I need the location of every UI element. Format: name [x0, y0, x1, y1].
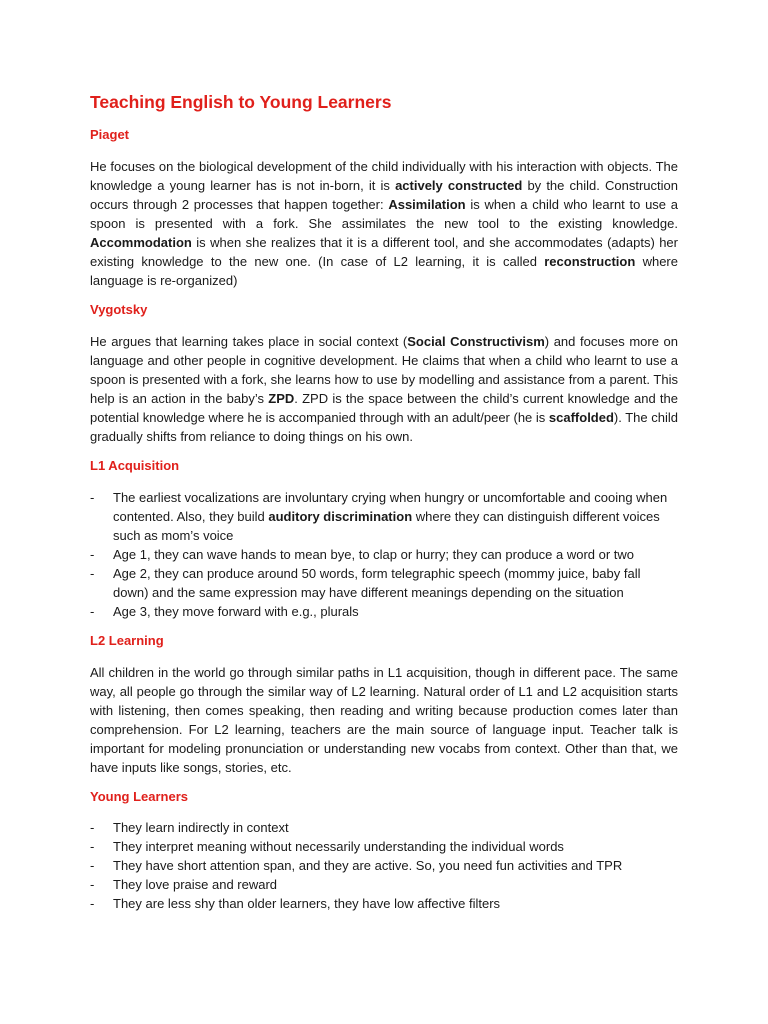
list-item	[90, 564, 678, 602]
text-run: . ZPD is the space between the child’s current knowledge and the potential knowledge where he is accompanied through with an adult/peer (he is	[90, 390, 679, 425]
text-run: ). The child gradually shifts from reliance to doing things on his own.	[90, 409, 678, 444]
bold-term: scaffolded	[548, 409, 614, 425]
section-l1-acquisition	[90, 458, 678, 621]
text-run: by the child. Construction occurs through 2 processes that happen together:	[90, 177, 679, 212]
text-run: He argues that learning takes place in social context (	[90, 333, 408, 349]
bold-term: Accommodation	[90, 234, 192, 250]
text-run: Age 2, they can produce around 50 words, form telegraphic speech (mommy juice, baby fall down) and the same expression may have different meanings depending on the situation	[113, 565, 641, 600]
list-item	[90, 818, 678, 837]
text-run: Age 3, they move forward with e.g., plurals	[113, 603, 359, 619]
list-item	[90, 837, 678, 856]
bold-term: Assimilation	[388, 196, 466, 212]
text-run: Age 1, they can wave hands to mean bye, to clap or hurry; they can produce a word or two	[113, 546, 635, 562]
list-item	[90, 602, 678, 621]
section-heading: L2 Learning	[90, 632, 164, 648]
text-run: ) and focuses more on language and other people in cognitive development. He claims that when a child who learnt to use a spoon is presented with a fork, she learns how to use by modelling and assistance from a parent. This help is an action in the baby’s	[90, 333, 678, 406]
section-young-learners	[90, 789, 678, 914]
bold-term: auditory discrimination	[268, 508, 413, 524]
list-item	[90, 856, 678, 875]
bold-term: reconstruction	[544, 253, 636, 269]
section-l2-learning	[90, 633, 678, 777]
text-run: where language is re-organized)	[90, 253, 678, 288]
section-paragraph	[90, 663, 678, 777]
document-title: Teaching English to Young Learners	[90, 92, 392, 112]
text-run: The earliest vocalizations are involuntary crying when hungry or uncomfortable and cooing when contented. Also, they build	[113, 489, 668, 524]
bullet-list	[90, 488, 678, 621]
section-vygotsky	[90, 302, 678, 446]
bold-term: Social Constructivism	[407, 333, 545, 349]
bullet-list	[90, 818, 678, 913]
text-run: They are less shy than older learners, they have low affective filters	[113, 896, 501, 912]
text-run: They love praise and reward	[113, 877, 278, 893]
section-piaget	[90, 127, 678, 290]
bold-term: ZPD	[268, 390, 295, 406]
list-item	[90, 875, 678, 894]
text-run: All children in the world go through similar paths in L1 acquisition, though in different pace. The same way, all people go through the similar way of L2 learning. Natural order of L1 and L2 acquisition starts with listening, then comes speaking, then reading and writing because production comes later than comprehension. For L2 learning, teachers are the main source of language input. Teacher talk is important for modeling pronunciation or understanding new vocabs from context. Other than that, we have inputs like songs, stories, etc.	[90, 664, 678, 775]
list-item	[90, 488, 678, 545]
list-item	[90, 545, 678, 564]
section-heading: Young Learners	[90, 788, 189, 804]
section-paragraph	[90, 157, 678, 290]
text-run: They learn indirectly in context	[113, 820, 289, 836]
list-item	[90, 894, 678, 913]
section-heading: L1 Acquisition	[90, 457, 180, 473]
section-heading: Vygotsky	[90, 301, 148, 317]
text-run: is when she realizes that it is a different tool, and she accommodates (adapts) her existing knowledge to the new one. (In case of L2 learning, it is called	[90, 234, 678, 269]
section-heading: Piaget	[90, 127, 130, 142]
section-paragraph	[90, 332, 678, 446]
document-body	[90, 127, 678, 913]
text-run: is when a child who learnt to use a spoon is presented with a fork. She assimilates the new tool to the existing knowledge.	[90, 196, 678, 231]
text-run: He focuses on the biological development of the child individually with his interaction with objects. The knowledge a young learner has is not in-born, it is	[90, 158, 678, 193]
bold-term: actively constructed	[395, 177, 523, 193]
text-run: They have short attention span, and they are active. So, you need fun activities and TPR	[113, 858, 623, 874]
text-run: where they can distinguish different voices such as mom’s voice	[113, 508, 660, 543]
text-run: They interpret meaning without necessarily understanding the individual words	[113, 839, 564, 855]
